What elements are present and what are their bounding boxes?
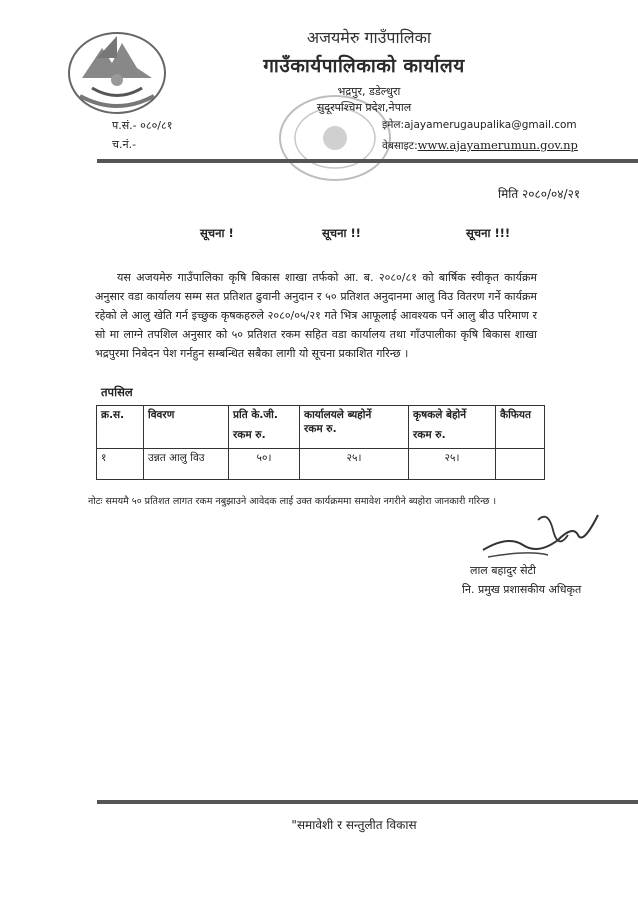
office-address: भद्रपुर, डडेल्धुरा [337,85,401,98]
reference-number: प.सं.- ०८०/८१ [112,119,173,132]
website-contact [382,138,578,153]
office-name: गाउँकार्यपालिकाको कार्यालय [263,55,465,77]
header-cell [229,406,300,449]
header-subtext: रकम रु. [413,429,446,441]
header-text: विवरण [148,409,175,421]
province-name: सुदूरपश्चिम प्रदेश,नेपाल [316,101,412,114]
header-cell [409,406,496,449]
header-text: कार्यालयले ब्यहोर्ने [304,409,372,421]
header-text: क्र.स. [101,409,125,421]
dispatch-number: च.नं.- [112,138,137,151]
letter-date: मिति २०८०/०४/२१ [498,187,581,201]
header-text: प्रति के.जी. [233,409,278,421]
table-cell: ५०। [229,449,300,480]
footnote: नोटः समयमै ५० प्रतिशत लागत रकम नबुझाउने आवेदक लाई उक्त कार्यक्रममा समावेश नगरीने ब्यहोरा जानकारी गरिन्छ । [88,496,497,507]
table-cell: उन्नत आलु विउ [144,449,229,480]
header-text: कृषकले बेहोर्ने [413,409,467,421]
header-text: कैफियत [500,409,531,421]
table-title: तपसिल [101,385,133,399]
table-cell [496,449,545,480]
signatory-name: लाल बहादुर सेटी [470,564,536,577]
website-label: वेबसाइट: [382,140,418,152]
website-link[interactable]: www.ajayamerumun.gov.np [417,138,578,152]
notice-body: यस अजयमेरु गाउँपालिका कृषि बिकास शाखा तर्फको आ. ब. २०८०/८१ को बार्षिक स्वीकृत कार्यक्रम अनुसार वडा कार्यालय सम्म सत प्रतिशत ढुवानी अनुदान र ५० प्रतिशत अनुदानमा आलु विउ वितरण गर्ने कार्यक्रम रहेको ले आलु खेति गर्न इच्छुक कृषकहरुले २०८०/०५/२१ गते भित्र आफूलाई आवश्यक पर्ने आलु बीउ परिमाण र सो मा लाग्ने तपशिल अनुसार को ५० प्रतिशत रकम सहित वडा कार्यालय तथा गाँउपालीका कृषि बिकास शाखा भद्रपुरमा निबेदन पेश गर्नहुन सम्बन्धित सबैका लागी यो सूचना प्रकाशित गरिन्छ । [95,271,537,360]
notice-heading-3: सूचना !!! [466,226,511,240]
table-cell: २५। [409,449,496,480]
table-cell: १ [97,449,144,480]
signatory-title: नि. प्रमुख प्रशासकीय अधिकृत [462,583,582,596]
handwritten-signature [478,505,608,565]
header-cell [300,406,409,449]
notice-heading-2: सूचना !! [322,226,361,240]
header-cell [144,406,229,449]
table-header-row [97,406,545,449]
details-table [96,405,545,480]
notice-heading-1: सूचना ! [200,226,234,240]
header-cell [496,406,545,449]
table-row [97,449,545,480]
header-cell [97,406,144,449]
email-contact: इमेल:ajayamerugaupalika@gmail.com [382,119,577,131]
footer-slogan: "समावेशी र सन्तुलीत विकास [291,818,417,832]
footer-divider [97,800,638,804]
municipality-name: अजयमेरु गाउँपालिका [306,28,432,47]
header-subtext: रकम रु. [304,423,337,435]
header-divider [97,159,638,163]
table-cell: २५। [300,449,409,480]
header-subtext: रकम रु. [233,429,266,441]
